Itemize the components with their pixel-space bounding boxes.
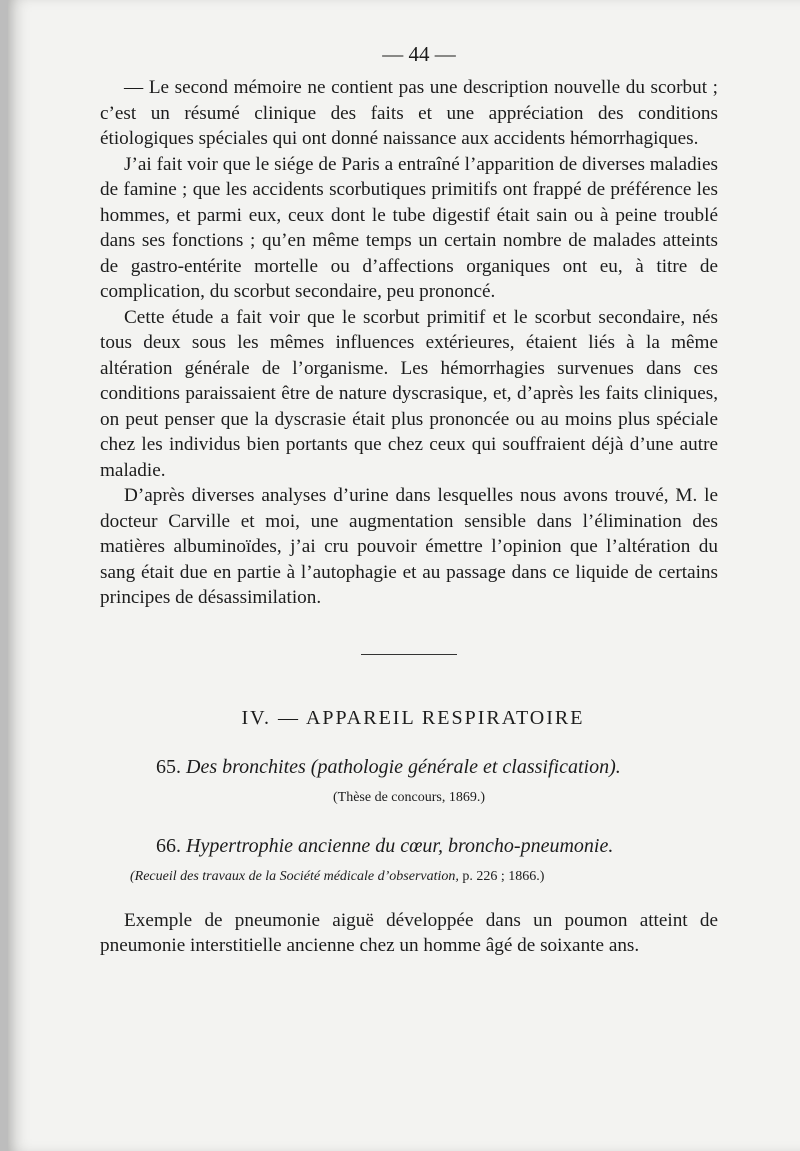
paragraph-2: J’ai fait voir que le siége de Paris a entraîné l’apparition de diverses maladies de famine ; que les accidents scorbutiques primitifs ont frappé de préférence les hommes, et parmi eux, ceux dont le tube digestif était sain ou à peine troublé dans ses fonctions ; qu’en même temps un certain nombre de malades atteints de gastro-entérite mortelle ou d’affections organiques ont eu, à titre de complication, du scorbut secondaire, peu prononcé. [100, 153, 718, 302]
entry-66-title [100, 833, 718, 859]
entry-66-source [100, 868, 718, 886]
page-content [100, 42, 718, 959]
entry-66-description: Exemple de pneumonie aiguë développée dans un poumon atteint de pneumonie interstitielle ancienne chez un homme âgé de soixante ans. [100, 909, 718, 956]
section-divider [361, 654, 457, 655]
entry-65-source [100, 789, 718, 807]
entry-66-source-text: (Recueil des travaux de la Société médicale d’observation, [130, 868, 459, 884]
entry-66-source-extra: p. 226 ; 1866.) [458, 868, 545, 884]
paragraph-4: D’après diverses analyses d’urine dans lesquelles nous avons trouvé, M. le docteur Carville et moi, une augmentation sensible dans l’élimination des matières albuminoïdes, j’ai cru pouvoir émettre l’opinion que l’altération du sang était due en partie à l’autophagie et au passage dans ce liquide de certains principes de désassimilation. [100, 485, 718, 608]
paragraph-3: Cette étude a fait voir que le scorbut primitif et le scorbut secondaire, nés tous deux sous les mêmes influences extérieures, étaient liés à la même altération générale de l’organisme. Les hémorrhagies survenues dans ces conditions paraissaient être de nature dyscrasique, et, d’après les faits cliniques, on peut penser que la dyscrasie était plus prononcée ou au moins plus spéciale chez les individus bien portants que chez ceux qui souffraient déjà d’une autre maladie. [100, 306, 718, 481]
section-title: IV. — APPAREIL RESPIRATOIRE [241, 706, 585, 729]
entry-65-number: 65. [156, 755, 181, 778]
entry-65-title [100, 754, 718, 780]
book-page [8, 0, 800, 1151]
paragraph-1: — Le second mémoire ne contient pas une description nouvelle du scorbut ; c’est un résumé clinique des faits et une appréciation des conditions étiologiques spéciales qui ont donné naissance aux accidents hémorrhagiques. [100, 77, 718, 149]
entry-66 [100, 833, 718, 886]
entry-66-title-main: Hypertrophie ancienne du cœur [186, 834, 438, 857]
entry-66-title-sub: , broncho-pneumonie. [437, 834, 614, 857]
entry-66-number: 66. [156, 834, 181, 857]
entry-65 [100, 754, 718, 807]
entry-65-title-sub: (pathologie générale et classification). [305, 755, 621, 778]
page-number: — 44 — [382, 42, 456, 66]
entry-65-source-text: (Thèse de concours, 1869.) [332, 789, 485, 805]
entry-65-title-main: Des bronchites [186, 755, 306, 778]
